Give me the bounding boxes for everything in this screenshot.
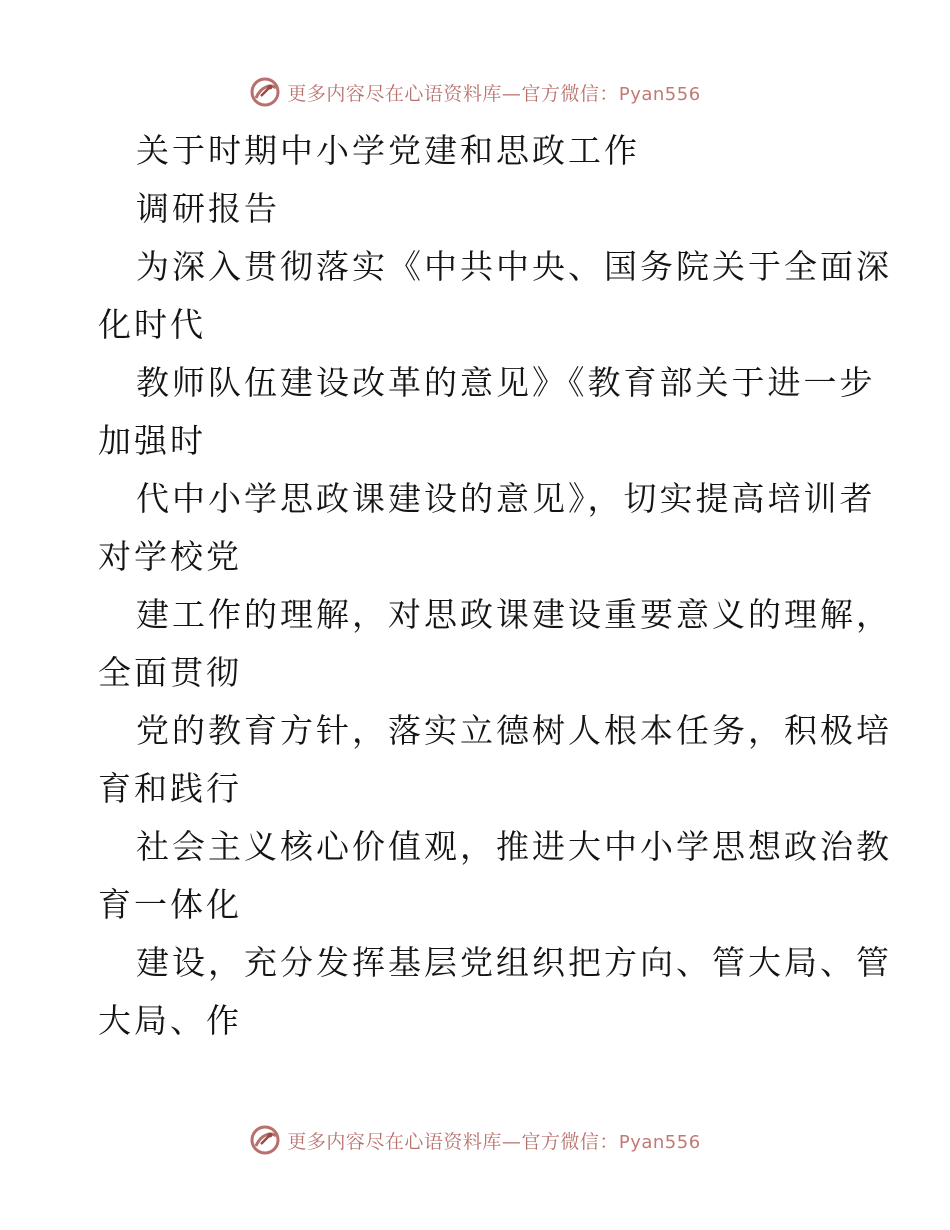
document-line: 全面贯彻 [98,653,242,692]
document-line: 代中小学思政课建设的意见》，切实提高培训者 [136,479,876,518]
document-line: 育和践行 [98,769,242,808]
watermark-text [287,1127,700,1154]
watermark-label: 更多内容尽在心语资料库—官方微信： [287,82,619,105]
document-line: 教师队伍建设改革的意见》《教育部关于进一步 [136,363,876,402]
footer-watermark [0,1120,950,1160]
document-body [98,122,892,1050]
watermark-text [287,79,700,106]
document-line: 社会主义核心价值观，推进大中小学思想政治教 [136,827,892,866]
document-line: 育一体化 [98,885,242,924]
document-line: 党的教育方针，落实立德树人根本任务，积极培 [136,711,892,750]
watermark-label: 更多内容尽在心语资料库—官方微信： [287,1130,619,1153]
document-line: 建设，充分发挥基层党组织把方向、管大局、管 [136,943,892,982]
brush-swirl-logo-icon [249,1124,281,1156]
header-watermark [0,72,950,112]
document-line: 关于时期中小学党建和思政工作 [136,131,640,170]
document-line: 为深入贯彻落实《中共中央、国务院关于全面深 [136,247,892,286]
document-line: 建工作的理解，对思政课建设重要意义的理解， [136,595,892,634]
document-line: 加强时 [98,421,206,460]
document-line: 大局、作 [98,1001,242,1040]
document-line: 对学校党 [98,537,242,576]
document-line: 调研报告 [136,189,280,228]
document-line: 化时代 [98,305,206,344]
watermark-wechat-id: Pyan556 [618,83,701,105]
brush-swirl-logo-icon [249,76,281,108]
watermark-wechat-id: Pyan556 [618,1131,701,1153]
